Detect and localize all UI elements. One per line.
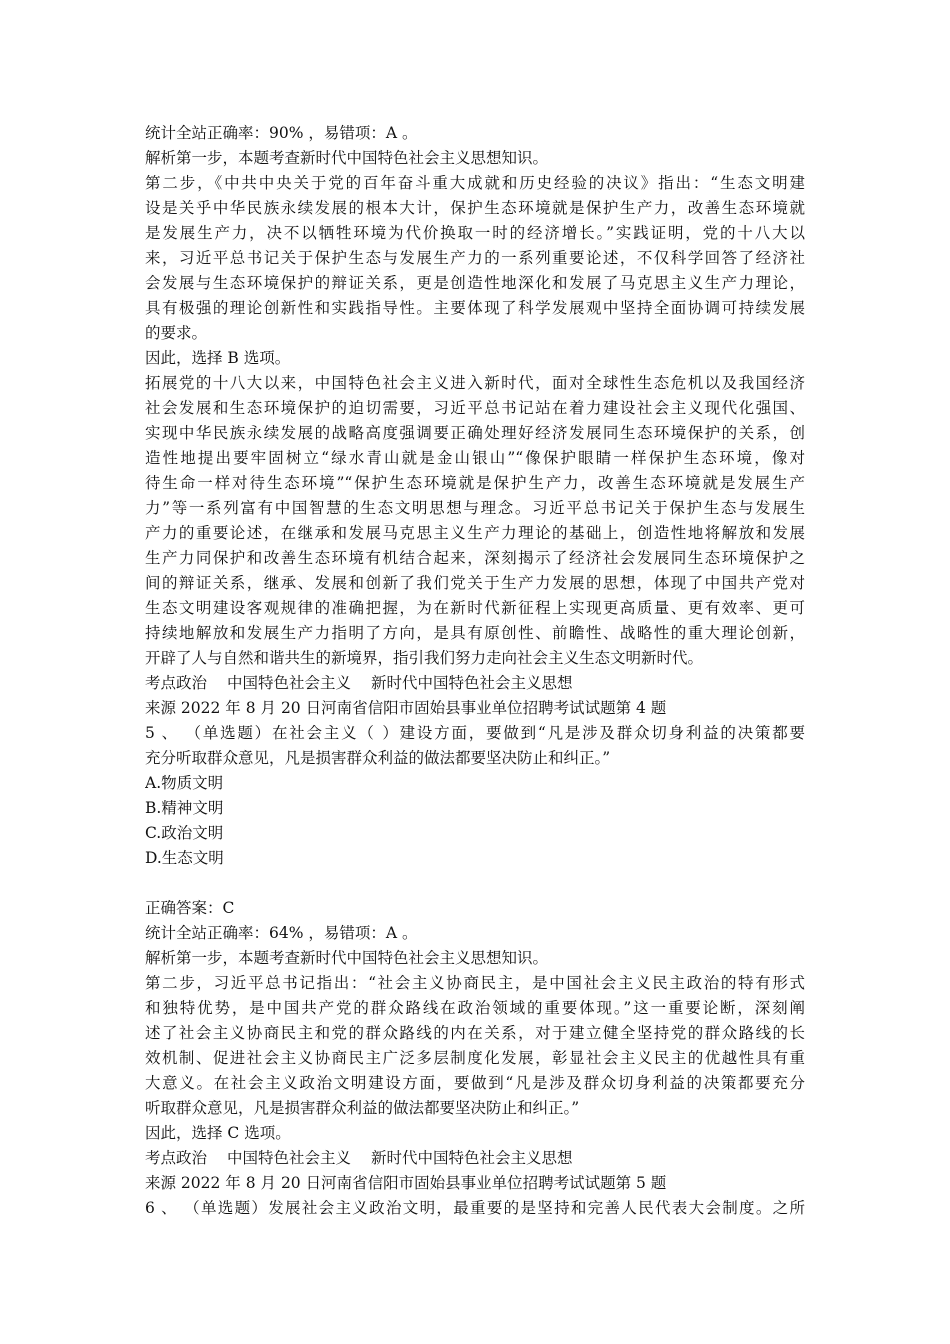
question-stem-line: 充分听取群众意见，凡是损害群众利益的做法都要坚决防止和纠正。” <box>145 749 611 767</box>
source-line: 来源 2022 年 8 月 20 日河南省信阳市固始县事业单位招聘考试试题第 4 题 <box>145 699 667 717</box>
topic-tag: 中国特色社会主义 <box>227 1149 352 1167</box>
analysis-step2-line: 述了社会主义协商民主和党的群众路线的内在关系，对于建立健全坚持党的群众路线的长 <box>145 1024 805 1042</box>
topic-tag: 考点政治 <box>145 1149 208 1167</box>
extension-line: 持续地解放和发展生产力指明了方向，是具有原创性、前瞻性、战略性的重大理论创新， <box>145 624 805 642</box>
source-line: 来源 2022 年 8 月 20 日河南省信阳市固始县事业单位招聘考试试题第 5 题 <box>145 1174 667 1192</box>
topic-tags <box>145 1146 805 1171</box>
option-c: C.政治文明 <box>145 824 224 842</box>
analysis-step2-line: 设是关乎中华民族永续发展的根本大计，保护生态环境就是保护生产力，改善生态环境就 <box>145 199 805 217</box>
topic-tag: 考点政治 <box>145 674 208 692</box>
answer-line: 正确答案：C <box>145 899 235 917</box>
stats-line: 统计全站正确率：90% ，易错项：A 。 <box>145 124 418 142</box>
extension-line: 生态文明建设客观规律的准确把握，为在新时代新征程上实现更高质量、更有效率、更可 <box>145 599 805 617</box>
extension-line: 力”等一系列富有中国智慧的生态文明思想与理念。习近平总书记关于保护生态与发展生 <box>145 499 805 517</box>
analysis-step2-line: 第二步，习近平总书记指出：“社会主义协商民主，是中国社会主义民主政治的特有形式 <box>145 974 805 992</box>
option-d: D.生态文明 <box>145 849 224 867</box>
extension-line: 实现中华民族永续发展的战略高度强调要正确处理好经济发展同生态环境保护的关系，创 <box>145 424 805 442</box>
conclusion-line: 因此，选择 B 选项。 <box>145 349 291 367</box>
analysis-step2-line: 来，习近平总书记关于保护生态与发展生产力的一系列重要论述，不仅科学回答了经济社 <box>145 249 805 267</box>
analysis-step2-line: 的要求。 <box>145 324 208 342</box>
question-stem-line: 6 、 （单选题）发展社会主义政治文明，最重要的是坚持和完善人民代表大会制度。之所 <box>145 1199 805 1217</box>
topic-tag: 中国特色社会主义 <box>227 674 352 692</box>
analysis-step2-line: 听取群众意见，凡是损害群众利益的做法都要坚决防止和纠正。” <box>145 1099 580 1117</box>
extension-line: 开辟了人与自然和谐共生的新境界，指引我们努力走向社会主义生态文明新时代。 <box>145 649 704 667</box>
analysis-step2-line: 是发展生产力，决不以牺牲环境为代价换取一时的经济增长。”实践证明，党的十八大以 <box>145 224 805 242</box>
topic-tags <box>145 671 805 696</box>
analysis-step2-line: 第二步，《中共中央关于党的百年奋斗重大成就和历史经验的决议》指出：“生态文明建 <box>145 174 805 192</box>
extension-line: 间的辩证关系，继承、发展和创新了我们党关于生产力发展的思想，体现了中国共产党对 <box>145 574 805 592</box>
question-stem-line: 5 、 （单选题）在社会主义（ ）建设方面，要做到“凡是涉及群众切身利益的决策都要 <box>145 724 805 742</box>
option-a: A.物质文明 <box>145 774 224 792</box>
extension-line: 拓展党的十八大以来，中国特色社会主义进入新时代，面对全球性生态危机以及我国经济 <box>145 374 805 392</box>
analysis-step2-line: 会发展与生态环境保护的辩证关系，更是创造性地深化和发展了马克思主义生产力理论， <box>145 274 805 292</box>
extension-line: 生产力同保护和改善生态环境有机结合起来，深刻揭示了经济社会发展同生态环境保护之 <box>145 549 805 567</box>
extension-line: 产力的重要论述，在继承和发展马克思主义生产力理论的基础上，创造性地将解放和发展 <box>145 524 805 542</box>
analysis-step2-line: 和独特优势，是中国共产党的群众路线在政治领域的重要体现。”这一重要论断，深刻阐 <box>145 999 805 1017</box>
stats-line: 统计全站正确率：64% ，易错项：A 。 <box>145 924 418 942</box>
topic-tag: 新时代中国特色社会主义思想 <box>371 1149 573 1167</box>
extension-line: 社会发展和生态环境保护的迫切需要，习近平总书记站在着力建设社会主义现代化强国、 <box>145 399 805 417</box>
extension-line: 待生命一样对待生态环境”“保护生态环境就是保护生产力，改善生态环境就是发展生产 <box>145 474 805 492</box>
document-body <box>145 121 805 1221</box>
topic-tag: 新时代中国特色社会主义思想 <box>371 674 573 692</box>
analysis-step2-line: 具有极强的理论创新性和实践指导性。主要体现了科学发展观中坚持全面协调可持续发展 <box>145 299 805 317</box>
analysis-step1: 解析第一步，本题考查新时代中国特色社会主义思想知识。 <box>145 949 549 967</box>
analysis-step2-line: 大意义。在社会主义政治文明建设方面，要做到“凡是涉及群众切身利益的决策都要充分 <box>145 1074 805 1092</box>
spacer <box>145 871 805 896</box>
extension-line: 造性地提出要牢固树立“绿水青山就是金山银山”“像保护眼睛一样保护生态环境，像对 <box>145 449 805 467</box>
analysis-step1: 解析第一步，本题考查新时代中国特色社会主义思想知识。 <box>145 149 549 167</box>
conclusion-line: 因此，选择 C 选项。 <box>145 1124 291 1142</box>
analysis-step2-line: 效机制、促进社会主义协商民主广泛多层制度化发展，彰显社会主义民主的优越性具有重 <box>145 1049 805 1067</box>
option-b: B.精神文明 <box>145 799 224 817</box>
